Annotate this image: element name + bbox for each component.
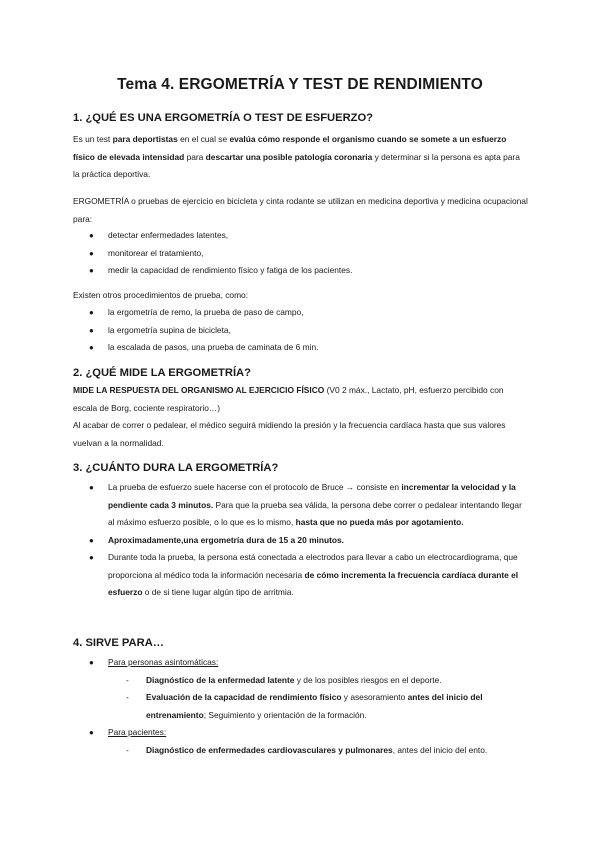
list-item: ● la escalada de pasos, una prueba de caminata de 6 min. (89, 339, 529, 357)
section-4-list (89, 654, 529, 759)
bullet-icon: ● (89, 308, 94, 317)
section-2-paragraph-2: Al acabar de correr o pedalear, el médico seguirá midiendo la presión y la frecuencia cardíaca hasta que sus valores vuelvan a la normalidad. (73, 420, 506, 448)
list-item: ● La prueba de esfuerzo suele hacerse con el protocolo de Bruce → consiste en incrementar la velocidad y la pendiente cada 3 minutos. Para que la prueba sea válida, la persona debe correr o pedalear intentando llegar al máximo esfuerzo posible, o lo que es lo mismo, hasta que no pueda más por agotamiento. (89, 479, 529, 532)
sublist-item: - Diagnóstico de la enfermedad latente y de los posibles riesgos en el deporte. (126, 672, 529, 690)
dash-icon: - (126, 744, 129, 755)
dash-icon: - (126, 692, 129, 702)
section-1-list-procedures (89, 304, 529, 357)
patients-sublist (126, 742, 529, 760)
sublist-item: - Diagnóstico de enfermedades cardiovasculares y pulmonares, antes del inicio del ento. (126, 742, 529, 760)
section-4-heading: 4. SIRVE PARA… (73, 637, 164, 649)
bullet-icon: ● (89, 343, 94, 352)
list-item: ● Aproximadamente,una ergometría dura de 15 a 20 minutos. (89, 532, 529, 550)
list-item-asymptomatic: ● Para personas asintomáticas: - Diagnóstico de la enfermedad latente y de los posibles riesgos en el deporte. - Evaluación de la capacidad de rendimiento físico y asesoramiento antes del inicio del entrenamiento; Seguimiento y orientación de la formación. (89, 654, 529, 724)
list-item: ● medir la capacidad de rendimiento físico y fatiga de los pacientes. (89, 262, 529, 280)
bullet-icon: ● (89, 266, 94, 275)
section-3-list (89, 479, 529, 602)
section-1-paragraph-1: Es un test para deportistas en el cual se evalúa cómo responde el organismo cuando se somete a un esfuerzo físico de elevada intensidad para descartar una posible patología coronaria y determinar si la persona es apta para la práctica deportiva. (73, 134, 520, 179)
bullet-icon: ● (89, 535, 94, 545)
section-1-list-uses (89, 227, 529, 280)
bullet-icon: ● (89, 248, 94, 258)
section-1-heading: 1. ¿QUÉ ES UNA ERGOMETRÍA O TEST DE ESFUERZO? (73, 112, 374, 124)
section-1-paragraph-2: ERGOMETRÍA o pruebas de ejercicio en bicicleta y cinta rodante se utilizan en medicina deportiva y medicina ocupacional para: (73, 196, 528, 224)
dash-icon: - (126, 674, 129, 685)
list-item: ● Durante toda la prueba, la persona está conectada a electrodos para llevar a cabo un electrocardiograma, que proporciona al médico toda la información necesaria de cómo incrementa la frecuencia cardíaca durante el esfuerzo o de si tiene lugar algún tipo de arritmia. (89, 549, 529, 602)
section-2-heading: 2. ¿QUÉ MIDE LA ERGOMETRÍA? (73, 367, 251, 379)
bullet-icon: ● (89, 553, 94, 562)
list-item-patients: ● Para pacientes: - Diagnóstico de enfermedades cardiovasculares y pulmonares, antes del inicio del ento. (89, 724, 529, 759)
section-2-paragraph-1: MIDE LA RESPUESTA DEL ORGANISMO AL EJERCICIO FÍSICO (V0 2 máx., Lactato, pH, esfuerzo percibido con escala de Borg, cociente respiratorio…) (73, 385, 504, 413)
page-title: Tema 4. ERGOMETRÍA Y TEST DE RENDIMIENTO (117, 76, 483, 93)
list-item: ● detectar enfermedades latentes, (89, 227, 529, 245)
section-1-paragraph-3: Existen otros procedimientos de prueba, como: (73, 290, 249, 300)
asymptomatic-sublist (126, 672, 529, 725)
bullet-icon: ● (89, 483, 94, 492)
bullet-icon: ● (89, 231, 94, 240)
list-item: ● monitorear el tratamiento, (89, 245, 529, 263)
list-item: ● la ergometría de remo, la prueba de paso de campo, (89, 304, 529, 322)
sublist-item: - Evaluación de la capacidad de rendimiento físico y asesoramiento antes del inicio del entrenamiento; Seguimiento y orientación de la formación. (126, 689, 529, 724)
section-3-heading: 3. ¿CUÁNTO DURA LA ERGOMETRÍA? (73, 462, 279, 474)
bullet-icon: ● (89, 658, 94, 667)
bullet-icon: ● (89, 728, 94, 737)
list-item: ● la ergometría supina de bicicleta, (89, 322, 529, 340)
bullet-icon: ● (89, 325, 94, 335)
